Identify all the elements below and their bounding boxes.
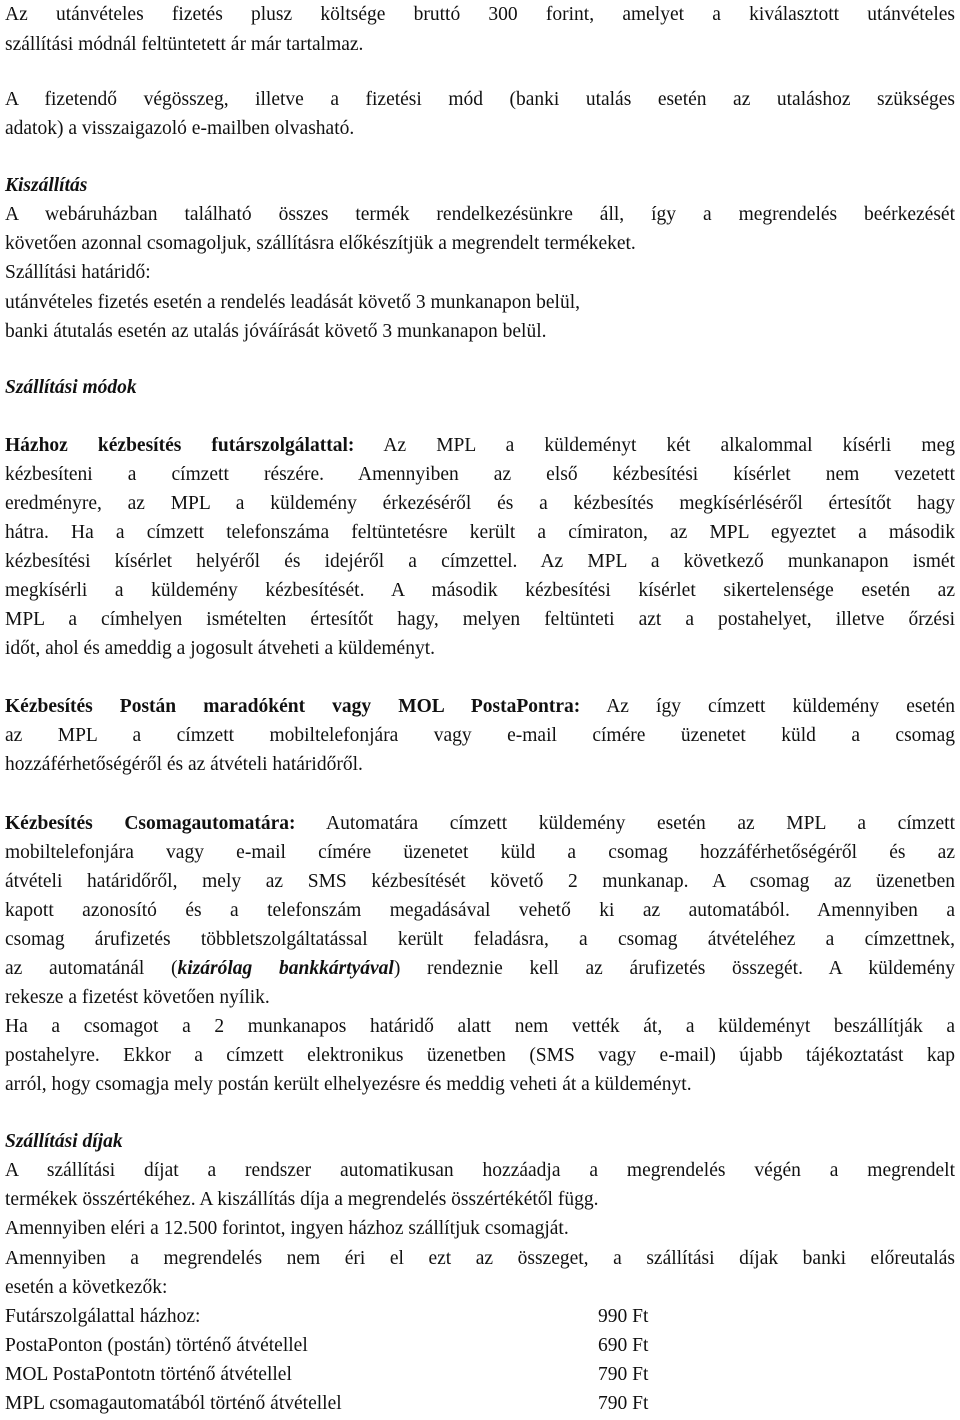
- kiszallitas-line: banki átutalás esetén az utalás jóváírását követő 3 munkanapon belül.: [5, 321, 547, 342]
- automata-paragraph-line: [5, 809, 955, 839]
- section-heading-szallitasi-modok: Szállítási módok: [5, 377, 137, 398]
- hazhoz-line: megkísérli a küldemény kézbesítését. A második kézbesítési kísérlet sikertelensége esetén az: [5, 580, 955, 601]
- dijak-line: A szállítási díjat a rendszer automatikusan hozzáadja a megrendelés végén a megrendelt: [5, 1160, 955, 1181]
- dijak-line: esetén a következők:: [5, 1277, 168, 1298]
- fee-price: 690 Ft: [598, 1335, 649, 1356]
- hazhoz-line: kézbesíteni a címzett részére. Amennyiben az első kézbesítési kísérlet nem vezetett: [5, 464, 955, 485]
- automata-line: kapott azonosító és a telefonszám megadásával vehető ki az automatából. Amennyiben a: [5, 900, 955, 921]
- hazhoz-label: Házhoz kézbesítés futárszolgálattal:: [5, 435, 355, 456]
- postan-label: Kézbesítés Postán maradóként vagy MOL PostaPontra:: [5, 696, 581, 717]
- hazhoz-line: MPL a címhelyen ismételten értesítőt hagy, melyen feltünteti azt a postahelyet, illetve őrzési: [5, 609, 955, 630]
- intro-line: Az utánvételes fizetés plusz költsége bruttó 300 forint, amelyet a kiválasztott utánvételes: [5, 4, 955, 25]
- intro-line: adatok) a visszaigazoló e-mailben olvasható.: [5, 118, 355, 139]
- automata-line: mobiltelefonjára vagy e-mail címére üzenetet küld a csomag hozzáférhetőségéről és az: [5, 842, 955, 863]
- automata-line: átvételi határidőről, mely az SMS kézbesítését követő 2 munkanap. A csomag az üzenetben: [5, 871, 955, 892]
- fee-label: Futárszolgálattal házhoz:: [5, 1306, 201, 1327]
- hazhoz-text: Az MPL a küldeményt két alkalommal kísérli meg: [354, 435, 955, 456]
- fee-price: 790 Ft: [598, 1393, 649, 1414]
- section-heading-szallitasi-dijak: Szállítási díjak: [5, 1131, 123, 1152]
- automata-line: rekesze a fizetést követően nyílik.: [5, 987, 270, 1008]
- fee-label: MOL PostaPontotn történő átvétellel: [5, 1364, 292, 1385]
- intro-line: szállítási módnál feltüntetett ár már tartalmaz.: [5, 34, 364, 55]
- automata-text: ) rendeznie kell az árufizetés összegét. A küldemény: [393, 958, 955, 979]
- kiszallitas-line: utánvételes fizetés esetén a rendelés leadását követő 3 munkanapon belül,: [5, 292, 581, 313]
- postan-line: hozzáférhetőségéről és az átvételi határidőről.: [5, 754, 363, 775]
- dijak-line: termékek összértékéhez. A kiszállítás díja a megrendelés összértékétől függ.: [5, 1189, 599, 1210]
- automata-text: az automatánál (: [5, 958, 178, 979]
- dijak-line: Amennyiben a megrendelés nem éri el ezt az összeget, a szállítási díjak banki előreutalás: [5, 1248, 955, 1269]
- hazhoz-paragraph-line: [5, 431, 955, 461]
- intro-line: A fizetendő végösszeg, illetve a fizetési mód (banki utalás esetén az utaláshoz szükséges: [5, 89, 955, 110]
- automata-line: Ha a csomagot a 2 munkanapos határidő alatt nem vették át, a küldeményt beszállítják a: [5, 1016, 955, 1037]
- automata-line: postahelyre. Ekkor a címzett elektronikus üzenetben (SMS vagy e-mail) újabb tájékoztatást kap: [5, 1045, 955, 1066]
- fee-label: MPL csomagautomatából történő átvétellel: [5, 1393, 342, 1414]
- fee-price: 790 Ft: [598, 1364, 649, 1385]
- hazhoz-line: időt, ahol és ameddig a jogosult átveheti a küldeményt.: [5, 638, 435, 659]
- postan-line: az MPL a címzett mobiltelefonjára vagy e-mail címére üzenetet küld a csomag: [5, 725, 955, 746]
- szallitasi-hatarido-label: Szállítási határidő:: [5, 262, 151, 283]
- hazhoz-line: eredményre, az MPL a küldemény érkezéséről és a kézbesítés megkísérléséről értesítőt hagy: [5, 493, 955, 514]
- automata-line: arról, hogy csomagja mely postán került elhelyezésre és meddig veheti át a küldeményt.: [5, 1074, 692, 1095]
- postan-text: Az így címzett küldemény esetén: [580, 696, 955, 717]
- kiszallitas-line: A webáruházban található összes termék rendelkezésünkre áll, így a megrendelés beérkezését: [5, 204, 955, 225]
- kizarolag-bankkartyaval-emphasis: kizárólag bankkártyával: [177, 958, 394, 979]
- automata-text: Automatára címzett küldemény esetén az MPL a címzett: [295, 813, 955, 834]
- fee-label: PostaPonton (postán) történő átvétellel: [5, 1335, 308, 1356]
- automata-line: [5, 954, 955, 984]
- kiszallitas-line: követően azonnal csomagoljuk, szállításra előkészítjük a megrendelt termékeket.: [5, 233, 636, 254]
- hazhoz-line: hátra. Ha a címzett telefonszáma feltüntetésre került a címiraton, az MPL egyeztet a második: [5, 522, 955, 543]
- fee-price: 990 Ft: [598, 1306, 649, 1327]
- postan-paragraph-line: [5, 692, 955, 722]
- hazhoz-line: kézbesítési kísérlet helyéről és idejéről a címzettel. Az MPL a következő munkanapon ismét: [5, 551, 955, 572]
- section-heading-kiszallitas: Kiszállítás: [5, 175, 88, 196]
- automata-label: Kézbesítés Csomagautomatára:: [5, 813, 296, 834]
- dijak-line: Amennyiben eléri a 12.500 forintot, ingyen házhoz szállítjuk csomagját.: [5, 1218, 569, 1239]
- automata-line: csomag árufizetés többletszolgáltatással került feladásra, a csomag átvételéhez a címzettnek,: [5, 929, 955, 950]
